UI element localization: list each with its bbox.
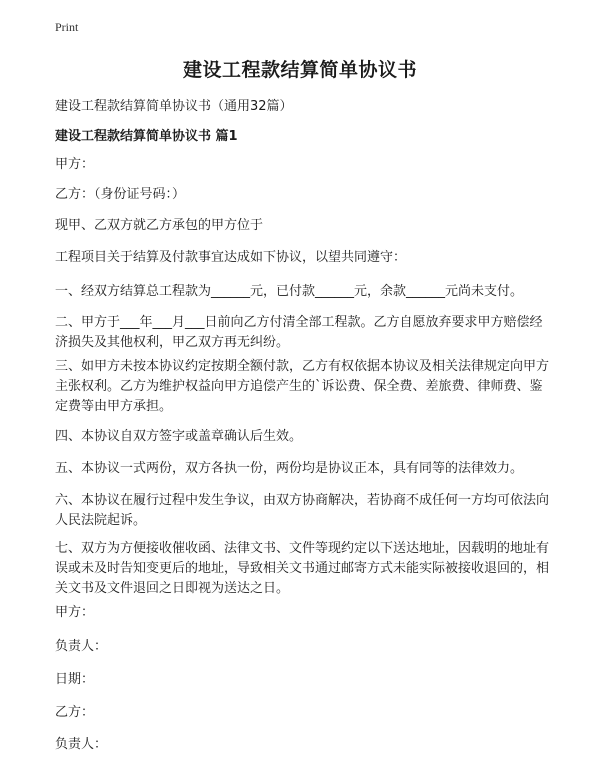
agreement-preamble: 工程项目关于结算及付款事宜达成如下协议，以望共同遵守： <box>55 250 407 265</box>
signature-date: 日期： <box>55 672 95 687</box>
clause-4: 四、本协议自双方签字或盖章确认后生效。 <box>55 429 303 444</box>
print-link[interactable]: Print <box>55 20 79 34</box>
signature-party-a-manager: 负责人： <box>55 639 108 654</box>
clause-1: 一、经双方结算总工程款为______元，已付款______元，余款______元尚未支付。 <box>55 284 524 299</box>
signature-party-a: 甲方： <box>55 605 95 620</box>
intro-paragraph: 现甲、乙双方就乙方承包的甲方位于 <box>55 218 264 233</box>
document-subtitle: 建设工程款结算简单协议书（通用32篇） <box>55 99 293 114</box>
signature-party-b-manager: 负责人： <box>55 737 108 752</box>
section-heading: 建设工程款结算简单协议书 篇1 <box>55 129 238 144</box>
clause-3: 三、如甲方未按本协议约定按期全额付款，乙方有权依据本协议及相关法律规定向甲方主张权利。乙方为维护权益向甲方追偿产生的`诉讼费、保全费、差旅费、律师费、鉴定费等由甲方承担。 <box>55 359 550 414</box>
clause-2: 二、甲方于___年___月___日前向乙方付清全部工程款。乙方自愿放弃要求甲方赔偿经济损失及其他权利，甲乙双方再无纠纷。 <box>55 315 543 350</box>
clause-7: 七、双方为方便接收催收函、法律文书、文件等现约定以下送达地址，因载明的地址有误或未及时告知变更后的地址，导致相关文书通过邮寄方式未能实际被接收退回的，相关文书及文件退回之日即视为送达之日。 <box>55 541 550 596</box>
clause-6: 六、本协议在履行过程中发生争议，由双方协商解决，若协商不成任何一方均可依法向人民法院起诉。 <box>55 493 550 528</box>
signature-party-b: 乙方： <box>55 705 95 720</box>
clause-5: 五、本协议一式两份，双方各执一份，两份均是协议正本，具有同等的法律效力。 <box>55 461 524 476</box>
party-a-line: 甲方： <box>55 157 95 172</box>
document-title: 建设工程款结算简单协议书 <box>182 59 417 81</box>
party-b-line: 乙方：（身份证号码：） <box>55 187 186 202</box>
